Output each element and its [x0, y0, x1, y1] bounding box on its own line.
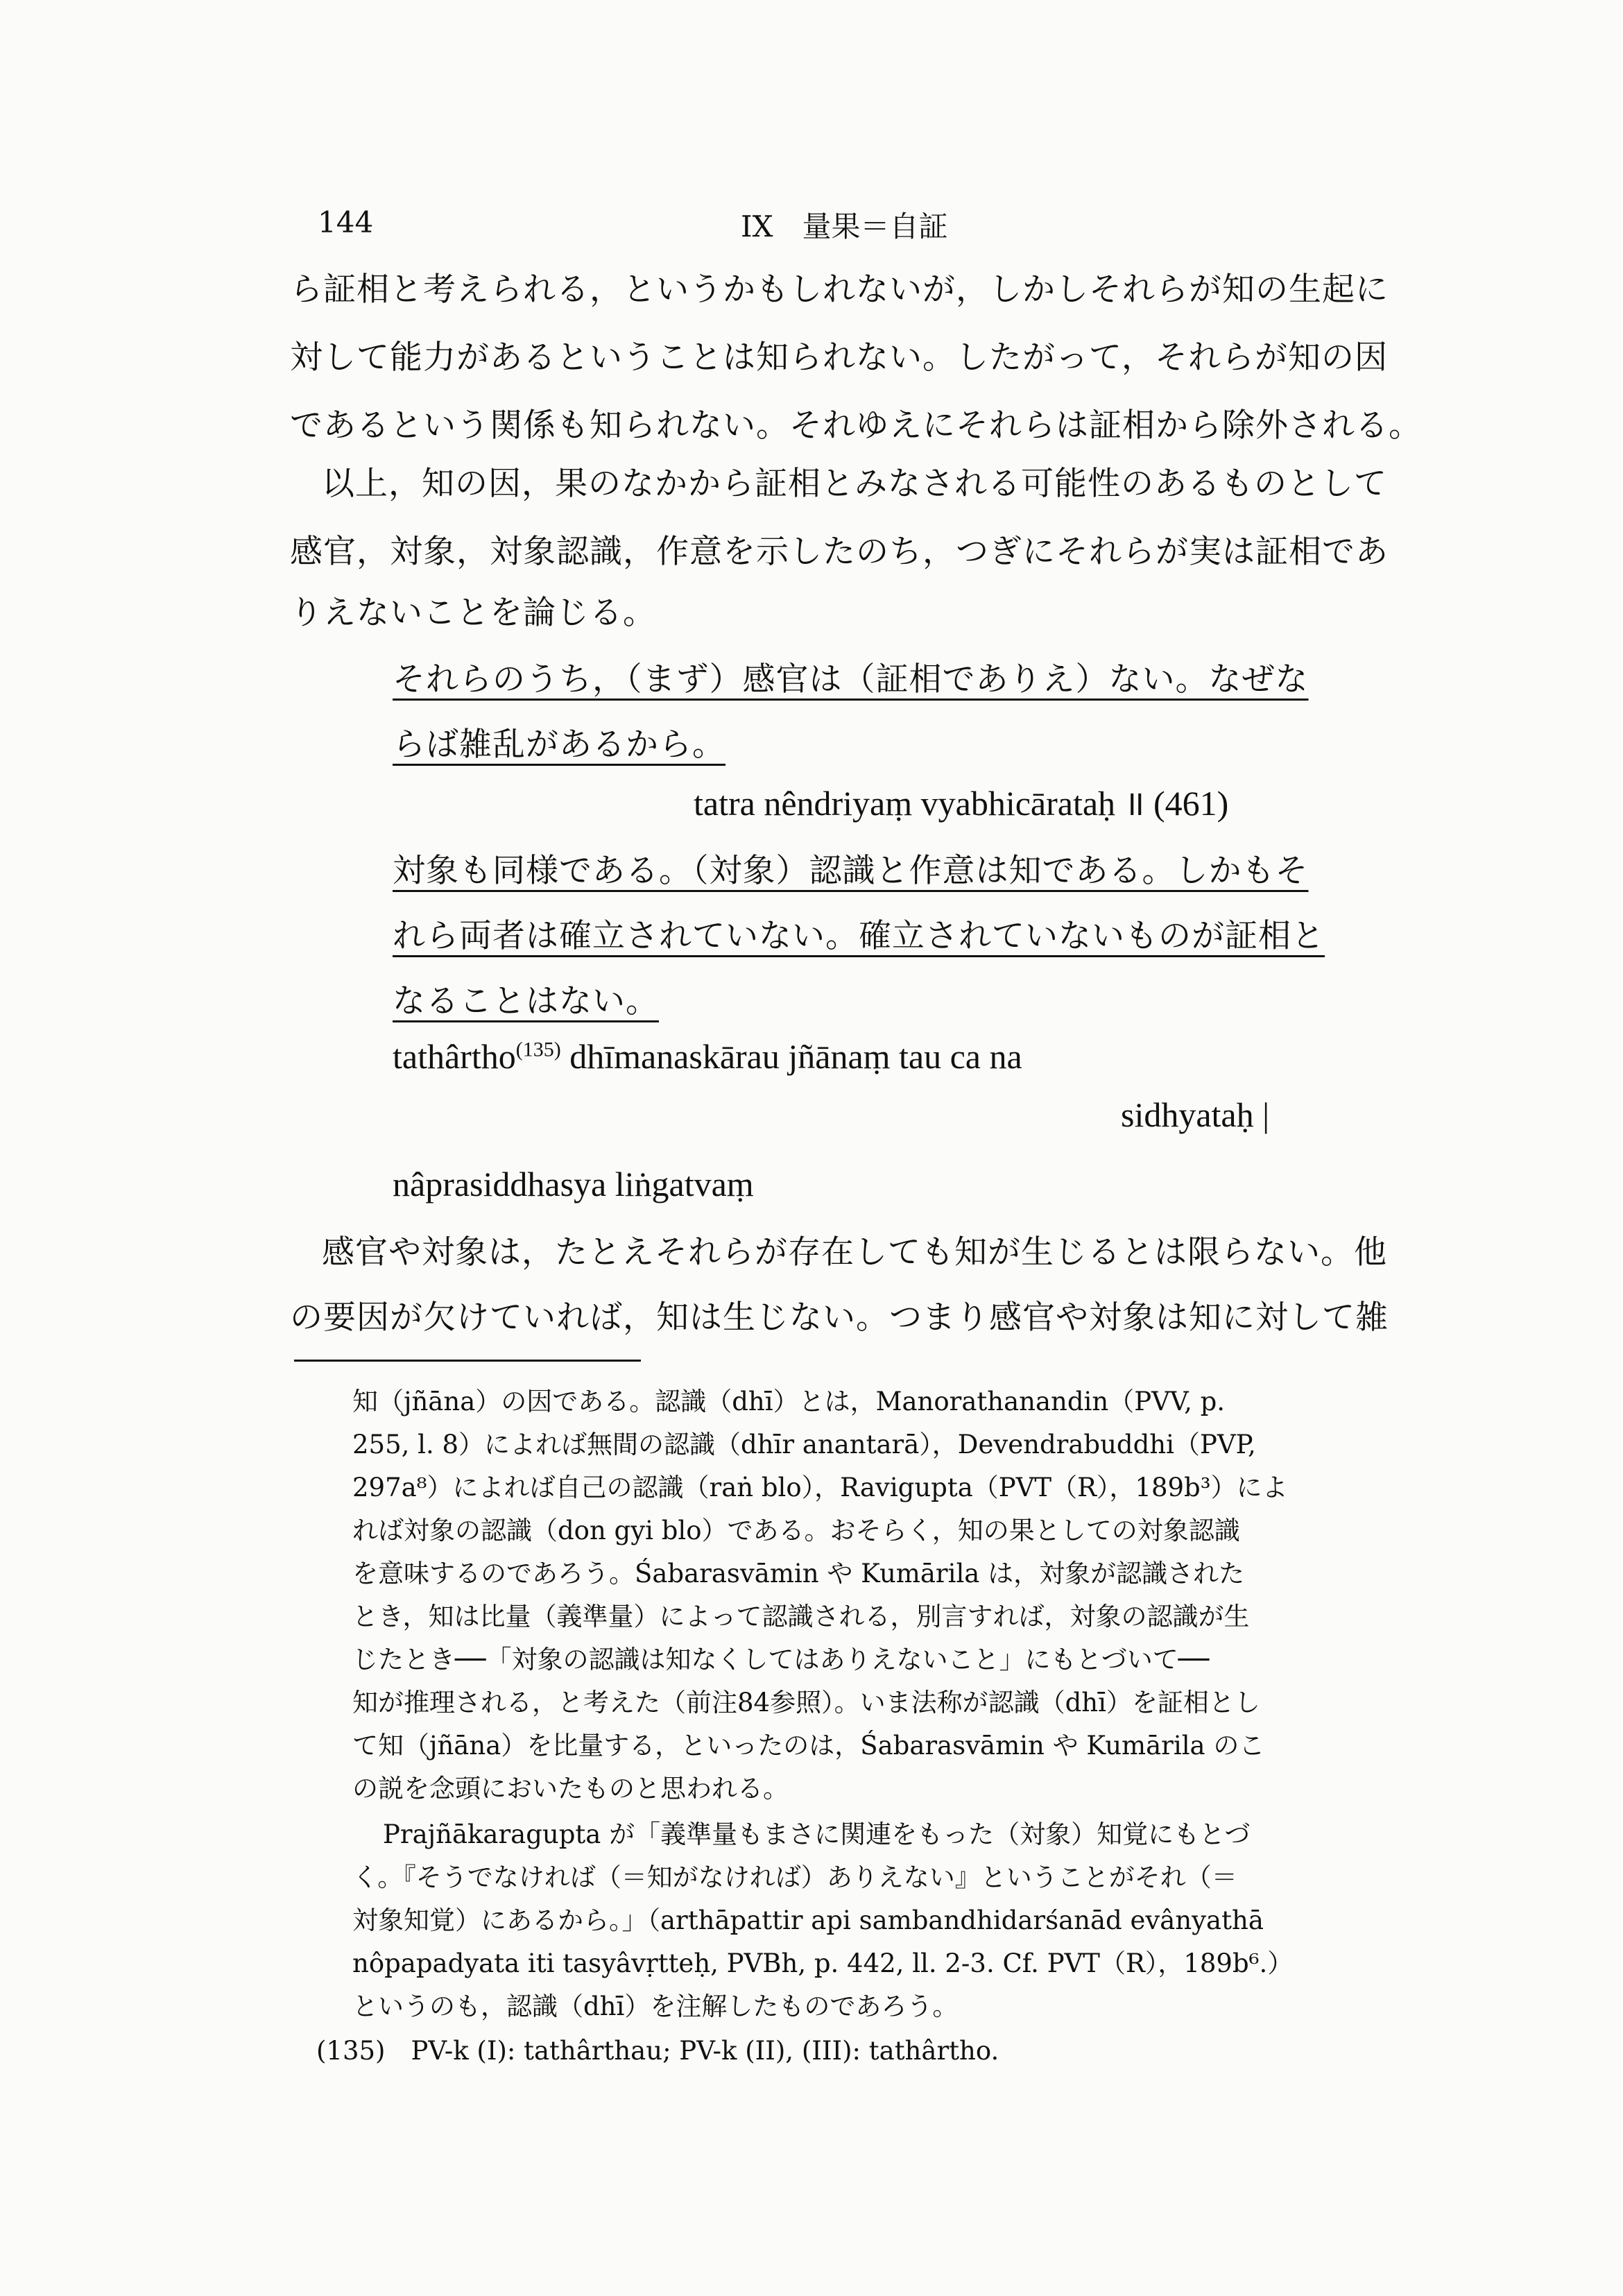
note-reference: (135)	[515, 1038, 561, 1061]
body-line: ら証相と考えられる，というかもしれないが，しかしそれらが知の生起に	[290, 271, 1389, 309]
body-line: の要因が欠けていれば，知は生じない。つまり感官や対象は知に対して雑	[290, 1299, 1389, 1337]
footnote-135: (135) PV-k (I): tathârthau; PV-k (II), (III): tathârtho.	[316, 2036, 999, 2066]
sanskrit-verse	[393, 1036, 1022, 1077]
footnote-line: の説を念頭においたものと思われる。	[352, 1774, 789, 1804]
footnote-rule	[294, 1360, 641, 1362]
verse-translation-line: らば雑乱があるから。	[393, 726, 725, 764]
body-line: 対して能力があるということは知られない。したがって，それらが知の因	[290, 339, 1389, 377]
verse-translation-line: それらのうち，（まず）感官は（証相でありえ）ない。なぜな	[393, 660, 1309, 699]
footnote-line: 255, l. 8）によれば無間の認識（dhīr anantarā），Devendrabuddhi（PVP,	[352, 1430, 1256, 1459]
body-line: 感官や対象は，たとえそれらが存在しても知が生じるとは限らない。他	[322, 1233, 1387, 1271]
chapter-title: IX 量果＝自証	[741, 209, 948, 243]
verse-translation-line: 対象も同様である。（対象）認識と作意は知である。しかもそ	[393, 852, 1309, 890]
body-line: 以上，知の因，果のなかから証相とみなされる可能性のあるものとして	[322, 465, 1387, 503]
sanskrit-verse: tatra nêndriyaṃ vyabhicārataḥ ॥ (461)	[694, 784, 1229, 823]
footnote-line: 対象知覚）にあるから。」（arthāpattir api sambandhidarśanād evânyathā	[352, 1905, 1264, 1935]
verse-translation-line: れら両者は確立されていない。確立されていないものが証相と	[393, 917, 1325, 955]
body-line: 感官，対象，対象認識，作意を示したのち，つぎにそれらが実は証相であ	[290, 533, 1389, 571]
footnote-line: というのも，認識（dhī）を注解したものであろう。	[352, 1991, 959, 2021]
footnote-line: 297a⁸）によれば自己の認識（raṅ blo），Ravigupta（PVT（R），189b³）によ	[352, 1473, 1288, 1502]
page-number: 144	[318, 205, 374, 239]
sanskrit-verse: nâprasiddhasya liṅgatvaṃ	[393, 1165, 754, 1203]
footnote-line: Prajñākaragupta が「義準量もまさに関連をもった（対象）知覚にもとづ	[383, 1819, 1251, 1849]
sanskrit-words: dhīmanaskārau jñānaṃ tau ca na	[560, 1037, 1022, 1076]
footnote-line: 知が推理される，と考えた（前注84参照）。いま法称が認識（dhī）を証相とし	[352, 1688, 1260, 1717]
sanskrit-word: tathârtho	[393, 1037, 516, 1076]
footnote-line: nôpapadyata iti tasyâvṛtteḥ, PVBh, p. 442, ll. 2-3. Cf. PVT（R），189b⁶.）	[352, 1948, 1294, 1978]
sanskrit-verse: sidhyataḥ |	[1121, 1095, 1270, 1134]
footnote-line: く。『そうでなければ（＝知がなければ）ありえない』ということがそれ（＝	[352, 1862, 1237, 1892]
body-line: りえないことを論じる。	[290, 594, 656, 632]
footnote-line: とき，知は比量（義準量）によって認識される，別言すれば，対象の認識が生	[352, 1602, 1250, 1631]
footnote-line: れば対象の認識（don gyi blo）である。おそらく，知の果としての対象認識	[352, 1516, 1240, 1545]
footnote-line: 知（jñāna）の因である。認識（dhī）とは，Manorathanandin（PVV, p.	[352, 1387, 1226, 1416]
verse-translation-line: なることはない。	[393, 982, 659, 1020]
footnote-line: を意味するのであろう。Śabarasvāmin や Kumārila は，対象が認識された	[352, 1559, 1245, 1588]
footnote-line: じたとき──「対象の認識は知なくしてはありえないこと」にもとづいて──	[352, 1645, 1210, 1674]
body-line: であるという関係も知られない。それゆえにそれらは証相から除外される。	[290, 406, 1422, 445]
footnote-line: て知（jñāna）を比量する，といったのは，Śabarasvāmin や Kumārila のこ	[352, 1731, 1265, 1760]
